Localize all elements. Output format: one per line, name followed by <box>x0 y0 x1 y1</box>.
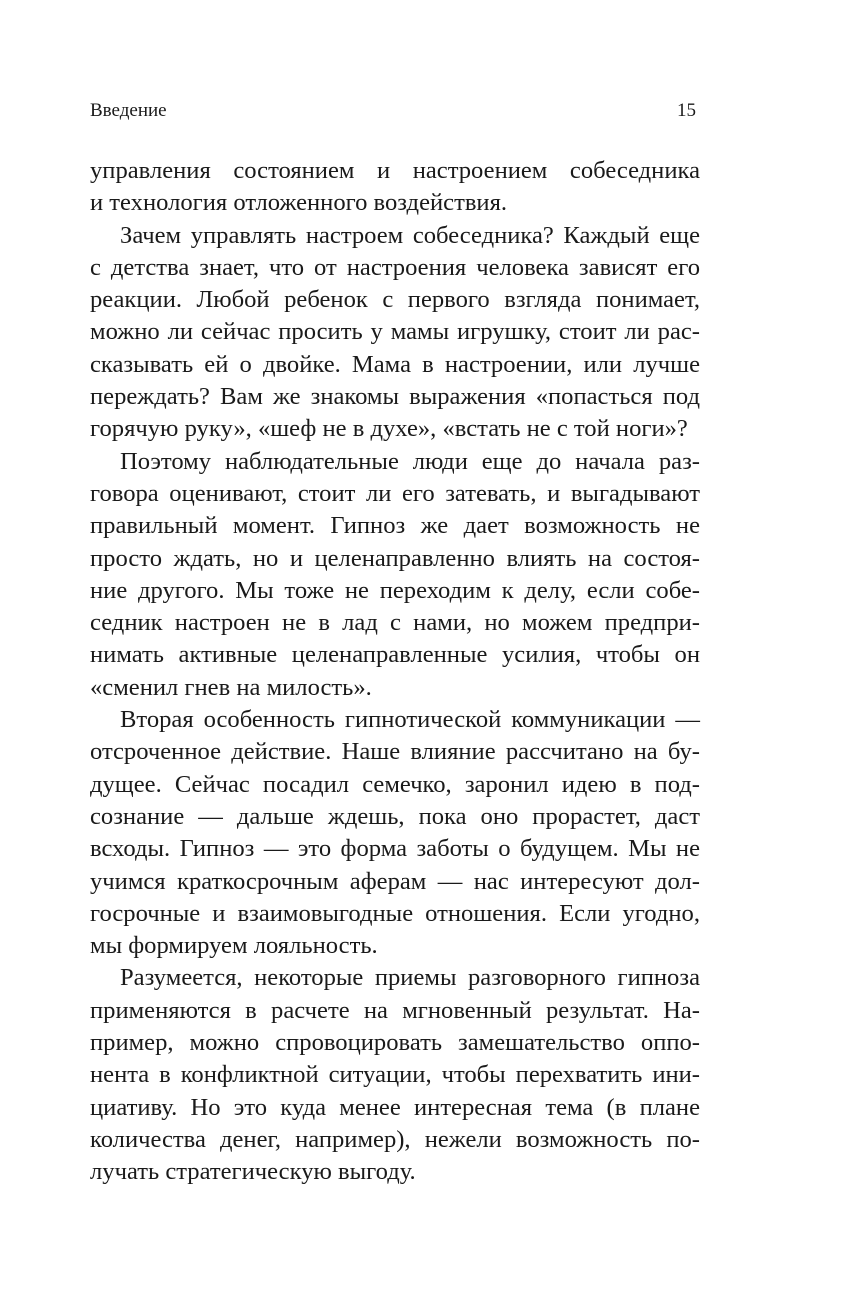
text-line: «сменил гнев на милость». <box>90 673 372 701</box>
text-line: количества денег, например), нежели возможность по- <box>90 1125 700 1153</box>
text-line: нимать активные целенаправленные усилия, чтобы он <box>90 641 700 669</box>
text-line: отсроченное действие. Наше влияние рассчитано на бу- <box>90 738 700 766</box>
text-line: пример, можно спровоцировать замешательство оппо- <box>90 1029 700 1057</box>
text-line: горячую руку», «шеф не в духе», «встать не с той ноги»? <box>90 415 688 443</box>
page-number: 15 <box>677 100 696 121</box>
text-line: и технология отложенного воздействия. <box>90 189 508 217</box>
paragraph <box>90 155 700 220</box>
text-line: с детства знает, что от настроения человека зависят его <box>90 253 700 281</box>
text-line: Вторая особенность гипнотической коммуникации — <box>120 706 700 734</box>
text-line: мы формируем лояльность. <box>90 932 378 960</box>
text-line: переждать? Вам же знакомы выражения «попасться под <box>90 383 700 411</box>
text-line: дущее. Сейчас посадил семечко, заронил идею в под- <box>90 770 700 798</box>
text-line: сознание — дальше ждешь, пока оно прорастет, даст <box>90 802 700 830</box>
paragraph <box>90 446 700 704</box>
text-line: правильный момент. Гипноз же дает возможность не <box>90 512 700 540</box>
text-line: Зачем управлять настроем собеседника? Каждый еще <box>120 221 700 249</box>
text-line: учимся краткосрочным аферам — нас интересуют дол- <box>90 867 700 895</box>
text-line: нента в конфликтной ситуации, чтобы перехватить ини- <box>90 1061 700 1089</box>
text-line: циативу. Но это куда менее интересная тема (в плане <box>90 1093 700 1121</box>
text-line: седник настроен не в лад с нами, но можем предпри- <box>90 609 700 637</box>
paragraph <box>90 962 700 1188</box>
text-line: можно ли сейчас просить у мамы игрушку, стоит ли рас- <box>90 318 700 346</box>
running-head <box>90 96 700 126</box>
body-text <box>90 155 700 1189</box>
text-line: госрочные и взаимовыгодные отношения. Если угодно, <box>90 899 700 927</box>
text-line: ние другого. Мы тоже не переходим к делу, если собе- <box>90 576 700 604</box>
text-line: всходы. Гипноз — это форма заботы о будущем. Мы не <box>90 835 700 863</box>
text-line: лучать стратегическую выгоду. <box>90 1158 416 1186</box>
text-line: говора оценивают, стоит ли его затевать, и выгадывают <box>90 479 700 507</box>
text-line: Разумеется, некоторые приемы разговорного гипноза <box>120 964 700 992</box>
text-line: управления состоянием и настроением собеседника <box>90 157 700 184</box>
section-title: Введение <box>90 100 167 121</box>
text-line: Поэтому наблюдательные люди еще до начала раз- <box>120 447 700 475</box>
paragraph <box>90 220 700 446</box>
text-line: применяются в расчете на мгновенный результат. На- <box>90 996 700 1024</box>
paragraph <box>90 704 700 962</box>
text-line: реакции. Любой ребенок с первого взгляда понимает, <box>90 286 700 314</box>
text-line: сказывать ей о двойке. Мама в настроении, или лучше <box>90 350 700 378</box>
text-line: просто ждать, но и целенаправленно влиять на состоя- <box>90 544 700 572</box>
